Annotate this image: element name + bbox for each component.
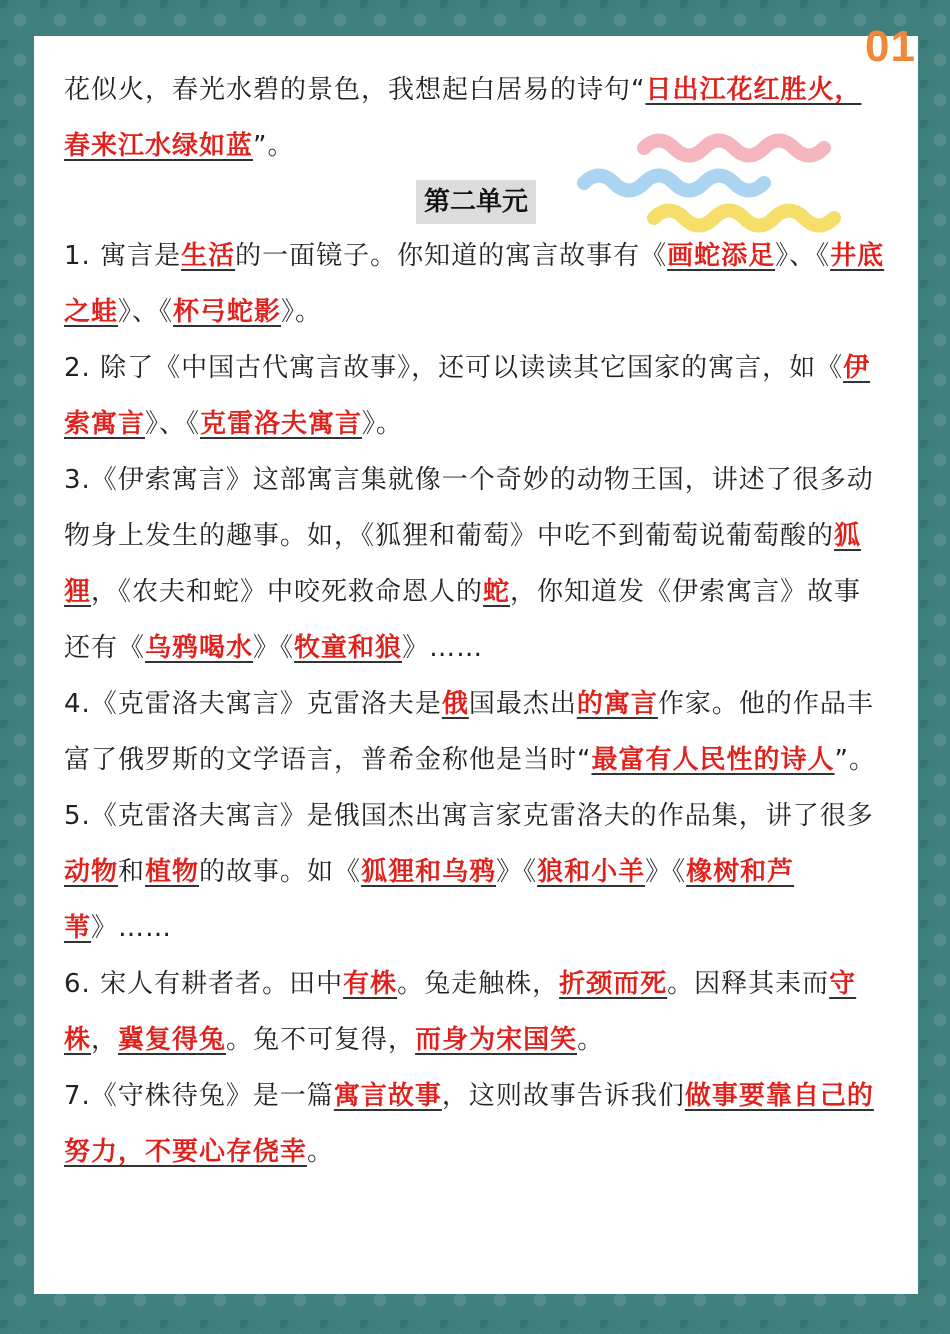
- answer-text: 乌鸦喝水: [145, 633, 254, 663]
- answer-text: 伊索寓言: [64, 353, 871, 439]
- answer-text: 狐狸和乌鸦: [361, 857, 497, 887]
- answer-text: 的: [576, 689, 604, 719]
- answer-text: 牧童和狼: [294, 633, 403, 663]
- item-7: 7.《守株待兔》是一篇寓言故事，这则故事告诉我们做事要靠自己的努力，不要心存侥幸。: [64, 1081, 874, 1167]
- decorative-waves-icon: [574, 128, 844, 238]
- item-2: 2. 除了《中国古代寓言故事》，还可以读读其它国家的寓言，如《伊索寓言》、《克雷洛夫寓言》。: [64, 353, 871, 439]
- document-page: [34, 22, 918, 1294]
- answer-text: 守株: [64, 969, 857, 1055]
- answer-text: 做事要靠自己的努力，不要心存侥幸: [64, 1081, 874, 1167]
- intro-paragraph: 花似火，春光水碧的景色，我想起白居易的诗句“日出江花红胜火，春来江水绿如蓝”。: [64, 75, 862, 161]
- answer-text: 狼和小羊: [537, 857, 646, 887]
- answer-text: 画蛇添足: [667, 241, 776, 271]
- answer-text: 狐狸: [64, 521, 862, 607]
- answer-text: 井底之蛙: [64, 241, 885, 327]
- answer-text: 克雷洛夫寓言: [200, 409, 363, 439]
- answer-text: 俄: [441, 689, 469, 719]
- answer-text: 有株: [343, 969, 398, 999]
- answer-text: 最富有人民性的诗人: [591, 745, 835, 775]
- section-heading: 第二单元: [416, 180, 536, 224]
- answer-text: 冀复得兔: [118, 1025, 227, 1055]
- item-3: 3.《伊索寓言》这部寓言集就像一个奇妙的动物王国，讲述了很多动物身上发生的趣事。如，《狐狸和葡萄》中吃不到葡萄说葡萄酸的狐狸，《农夫和蛇》中咬死救命恩人的蛇，你知道发《伊索寓言》故事还有《乌鸦喝水》《牧童和狼》……: [64, 465, 874, 663]
- item-6: 6. 宋人有耕者者。田中有株。兔走触株，折颈而死。因释其耒而守株，冀复得兔。兔不可复得，而身为宋国笑。: [64, 969, 857, 1055]
- item-4: 4.《克雷洛夫寓言》克雷洛夫是俄国最杰出的寓言作家。他的作品丰富了俄罗斯的文学语言，普希金称他是当时“最富有人民性的诗人”。: [64, 689, 876, 775]
- answer-text: 而身为宋国笑: [415, 1025, 578, 1055]
- answer-text: 动物: [64, 857, 119, 887]
- page-number: 01: [865, 22, 916, 71]
- answer-text: 日出江花红胜火，春来江水绿如蓝: [64, 75, 862, 161]
- answer-text: 杯弓蛇影: [173, 297, 282, 327]
- answer-text: 寓言: [603, 689, 658, 719]
- answer-text: 生活: [181, 241, 236, 271]
- answer-text: 折颈而死: [559, 969, 668, 999]
- answer-text: 寓言故事: [333, 1081, 442, 1111]
- item-1: 1. 寓言是生活的一面镜子。你知道的寓言故事有《画蛇添足》、《井底之蛙》、《杯弓蛇影》。: [64, 241, 885, 327]
- item-5: 5.《克雷洛夫寓言》是俄国杰出寓言家克雷洛夫的作品集，讲了很多动物和植物的故事。如《狐狸和乌鸦》《狼和小羊》《橡树和芦苇》……: [64, 801, 874, 943]
- answer-text: 橡树和芦苇: [64, 857, 795, 943]
- answer-text: 蛇: [483, 577, 511, 607]
- answer-text: 植物: [145, 857, 200, 887]
